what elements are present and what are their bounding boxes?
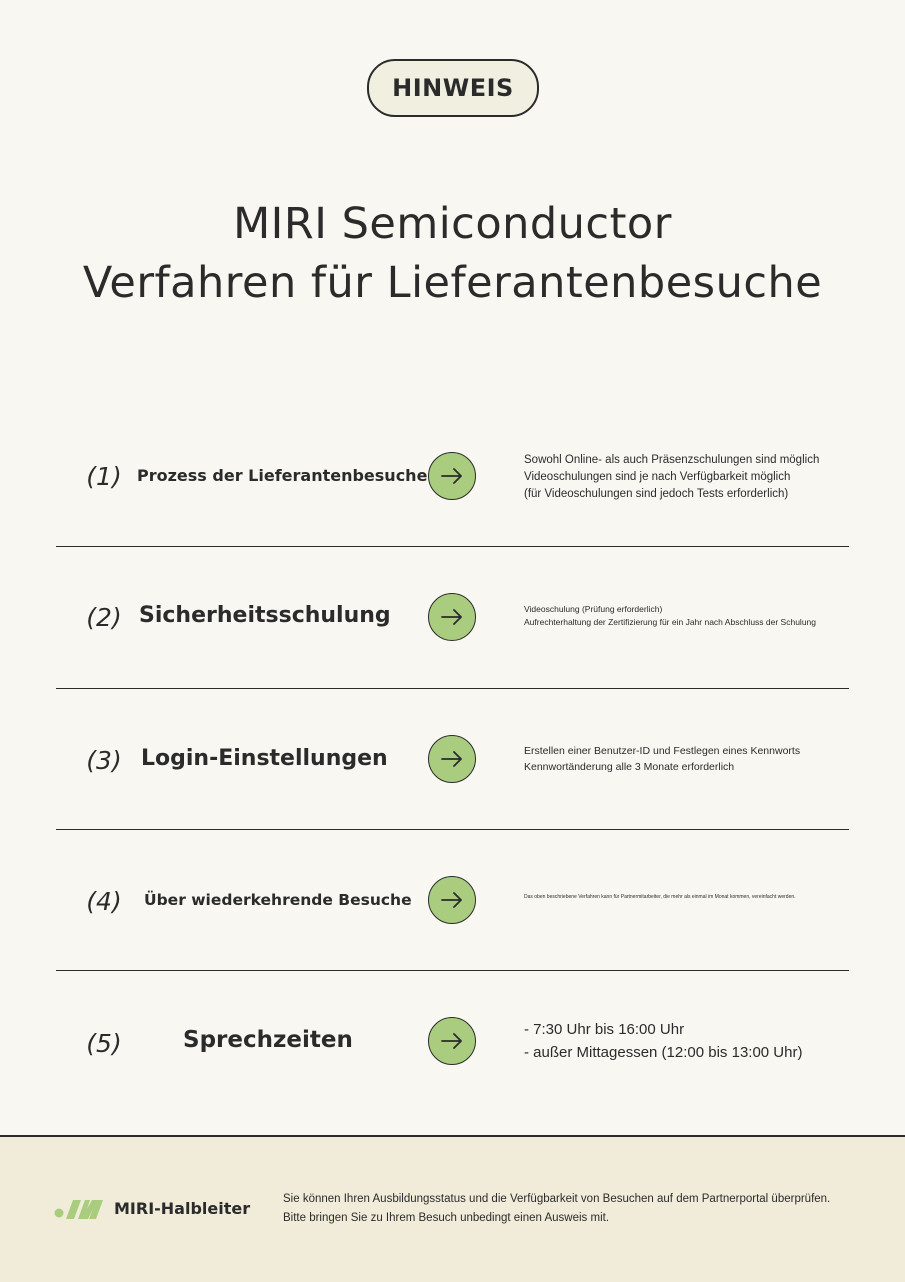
step-description: Sowohl Online- als auch Präsenzschulungen sind möglich Videoschulungen sind je nach Verfügbarkeit möglich (für Videoschulungen sind jedoch Tests erforderlich) [524, 454, 820, 500]
arrow-right-icon [441, 609, 463, 625]
divider [56, 546, 849, 547]
step-number: (4) [86, 887, 122, 916]
step-label: Prozess der Lieferantenbesuche [137, 466, 428, 485]
step-description: Das oben beschriebene Verfahren kann für Partnermitarbeiter, die mehr als einmal im Monat kommen, vereinfacht werden. [524, 894, 796, 900]
step-description: Erstellen einer Benutzer-ID und Festlegen eines Kennworts Kennwortänderung alle 3 Monate erforderlich [524, 745, 801, 773]
divider [56, 829, 849, 830]
step-arrow-button[interactable] [428, 593, 476, 641]
step-label: Login-Einstellungen [141, 746, 388, 771]
title-line-2: Verfahren für Lieferantenbesuche [82, 258, 823, 308]
arrow-right-icon [441, 468, 463, 484]
step-arrow-button[interactable] [428, 452, 476, 500]
step-number: (1) [86, 462, 122, 491]
step-label: Über wiederkehrende Besuche [144, 891, 412, 909]
miri-logo-icon [54, 1197, 106, 1226]
page-title [0, 195, 905, 313]
arrow-right-icon [441, 751, 463, 767]
step-description: - 7:30 Uhr bis 16:00 Uhr - außer Mittagessen (12:00 bis 13:00 Uhr) [524, 1021, 803, 1061]
footer-note [283, 1190, 830, 1228]
footer [0, 1135, 905, 1282]
step-label: Sprechzeiten [183, 1027, 353, 1053]
arrow-right-icon [441, 1033, 463, 1049]
step-number: (5) [86, 1029, 122, 1058]
hinweis-badge: HINWEIS [367, 59, 539, 117]
divider [56, 970, 849, 971]
brand-name: MIRI-Halbleiter [114, 1199, 251, 1218]
step-number: (2) [86, 603, 122, 632]
step-arrow-button[interactable] [428, 1017, 476, 1065]
title-line-1: MIRI Semiconductor [233, 199, 672, 249]
step-arrow-button[interactable] [428, 876, 476, 924]
divider [56, 688, 849, 689]
step-arrow-button[interactable] [428, 735, 476, 783]
step-label: Sicherheitsschulung [139, 603, 391, 628]
step-description: Videoschulung (Prüfung erforderlich) Aufrechterhaltung der Zertifizierung für ein Jahr nach Abschluss der Schulung [524, 604, 816, 627]
arrow-right-icon [441, 892, 463, 908]
footer-line-2: Bitte bringen Sie zu Ihrem Besuch unbedingt einen Ausweis mit. [283, 1212, 610, 1224]
step-number: (3) [86, 746, 122, 775]
footer-line-1: Sie können Ihren Ausbildungsstatus und die Verfügbarkeit von Besuchen auf dem Partnerportal überprüfen. [283, 1193, 831, 1205]
